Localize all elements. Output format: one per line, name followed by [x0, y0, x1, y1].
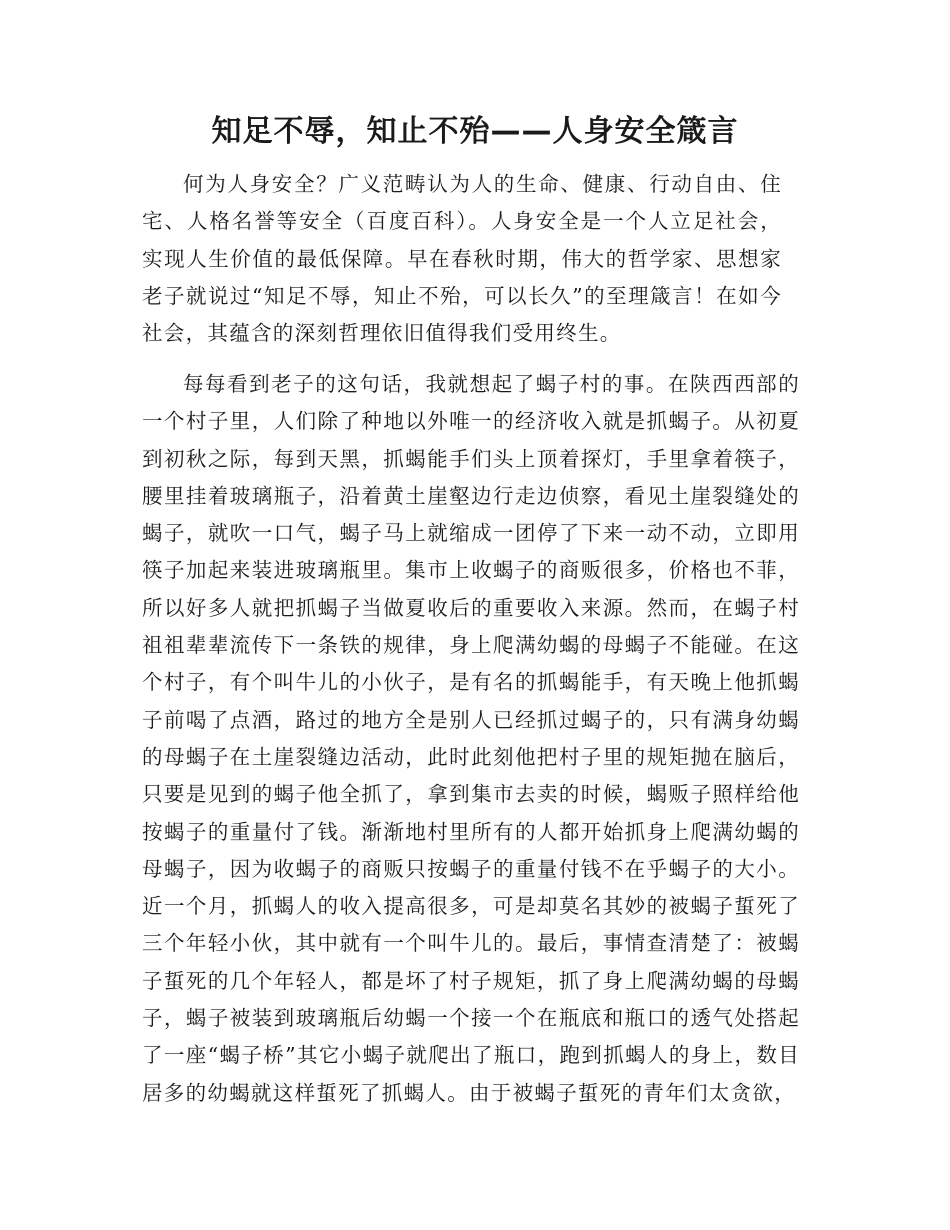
paragraph-scorpion-village: 每每看到老子的这句话，我就想起了蝎子村的事。在陕西西部的一个村子里，人们除了种地以外唯一的经济收入就是抓蝎子。从初夏到初秋之际，每到天黑，抓蝎能手们头上顶着探灯，手里拿着筷子，腰里挂着玻璃瓶子，沿着黄土崖壑边行走边侦察，看见土崖裂缝处的蝎子，就吹一口气，蝎子马上就缩成一团停了下来一动不动，立即用筷子加起来装进玻璃瓶里。集市上收蝎子的商贩很多，价格也不菲，所以好多人就把抓蝎子当做夏收后的重要收入来源。然而，在蝎子村祖祖辈辈流传下一条铁的规律，身上爬满幼蝎的母蝎子不能碰。在这个村子，有个叫牛儿的小伙子，是有名的抓蝎能手，有天晚上他抓蝎子前喝了点酒，路过的地方全是别人已经抓过蝎子的，只有满身幼蝎的母蝎子在土崖裂缝边活动，此时此刻他把村子里的规矩抛在脑后，只要是见到的蝎子他全抓了，拿到集市去卖的时候，蝎贩子照样给他按蝎子的重量付了钱。渐渐地村里所有的人都开始抓身上爬满幼蝎的母蝎子，因为收蝎子的商贩只按蝎子的重量付钱不在乎蝎子的大小。近一个月，抓蝎人的收入提高很多，可是却莫名其妙的被蝎子蜇死了三个年轻小伙，其中就有一个叫牛儿的。最后，事情查清楚了：被蝎子蜇死的几个年轻人，都是坏了村子规矩，抓了身上爬满幼蝎的母蝎子，蝎子被装到玻璃瓶后幼蝎一个接一个在瓶底和瓶口的透气处搭起了一座“蝎子桥”其它小蝎子就爬出了瓶口，跑到抓蝎人的身上，数目居多的幼蝎就这样蜇死了抓蝎人。由于被蝎子蜇死的青年们太贪欲， — [142, 372, 800, 1105]
paragraph-intro: 何为人身安全？广义范畴认为人的生命、健康、行动自由、住宅、人格名誉等安全（百度百科）。人身安全是一个人立足社会，实现人生价值的最低保障。早在春秋时期，伟大的哲学家、思想家老子就说过“知足不辱，知止不殆，可以长久”的至理箴言！在如今社会，其蕴含的深刻哲理依旧值得我们受用终生。 — [142, 172, 782, 346]
document-title: 知足不辱，知止不殆——人身安全箴言 — [211, 114, 739, 149]
